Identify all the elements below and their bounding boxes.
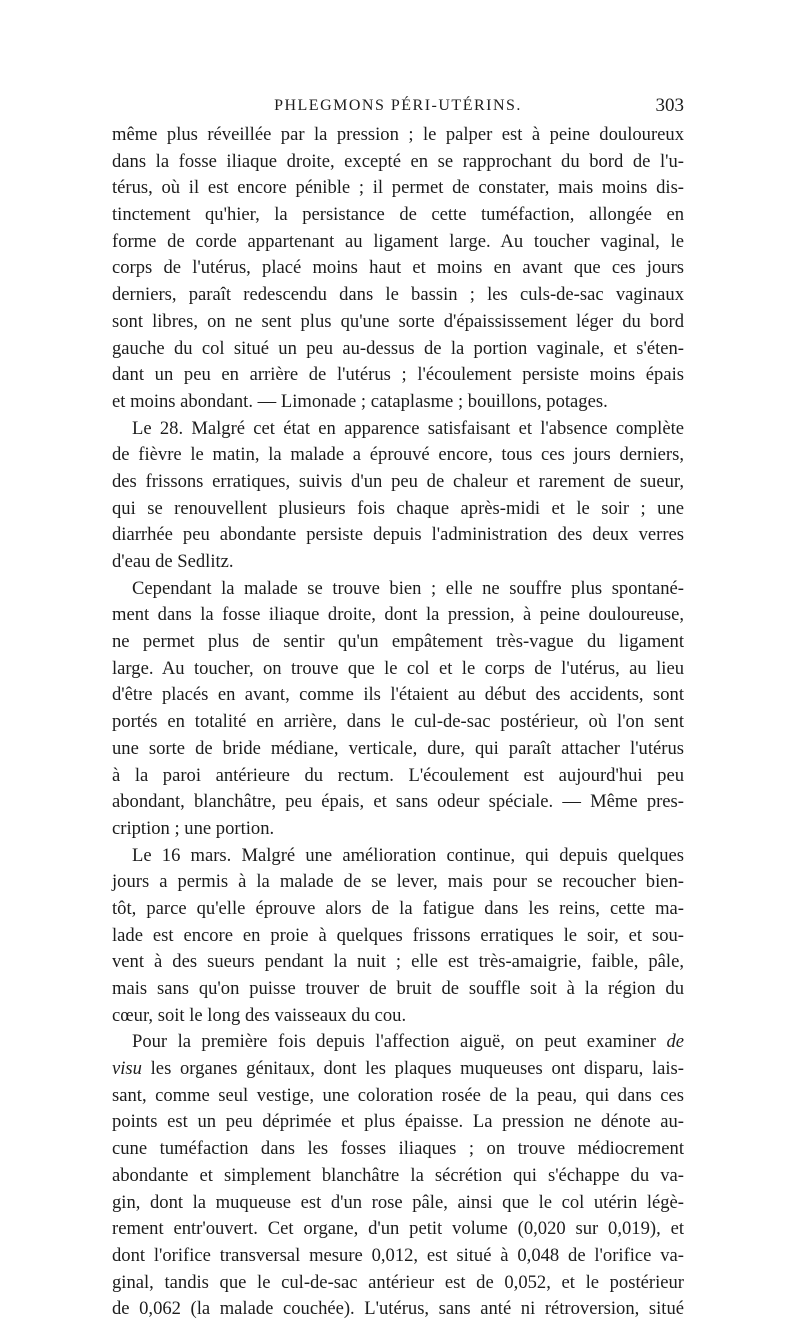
text-line	[112, 1270, 684, 1297]
text-line	[112, 576, 684, 603]
line-text: tôt, parce qu'elle éprouve alors de la fatigue dans les reins, cette ma-	[112, 897, 684, 919]
text-line	[112, 496, 684, 523]
line-text: mais sans qu'on puisse trouver de bruit de souffle soit à la région du	[112, 978, 684, 999]
text-line	[112, 122, 684, 149]
line-text: de 0,062 (la malade couchée). L'utérus, sans anté ni rétroversion, situé	[112, 1298, 684, 1320]
line-text: tinctement qu'hier, la persistance de cette tuméfaction, allongée en	[112, 204, 684, 226]
text-line	[112, 202, 684, 229]
line-text: Le 28. Malgré cet état en apparence satisfaisant et l'absence complète	[132, 417, 684, 439]
line-text: forme de corde appartenant au ligament large. Au toucher vaginal, le	[112, 230, 684, 252]
text-line	[112, 1243, 684, 1270]
line-text: cœur, soit le long des vaisseaux du cou.	[112, 1004, 407, 1026]
text-line	[112, 976, 684, 1003]
text-line	[112, 816, 684, 843]
text-line	[112, 789, 684, 816]
text-line	[112, 549, 684, 576]
text-line	[112, 1003, 684, 1030]
text-line	[112, 282, 684, 309]
line-text: ment dans la fosse iliaque droite, dont la pression, à peine douloureuse,	[112, 604, 684, 626]
text-line	[112, 1083, 684, 1110]
text-line	[112, 255, 684, 282]
italic-word: de	[666, 1031, 684, 1053]
running-head	[112, 93, 684, 119]
line-text: dans la fosse iliaque droite, excepté en se rapprochant du bord de l'u-	[112, 150, 684, 172]
line-text: d'eau de Sedlitz.	[112, 551, 234, 572]
line-text: cription ; une portion.	[112, 817, 275, 839]
line-text: cune tuméfaction dans les fosses iliaques ; on trouve médiocrement	[112, 1138, 684, 1160]
text-line	[112, 1136, 684, 1163]
text-line	[112, 1163, 684, 1190]
text-line	[112, 1029, 684, 1056]
line-text: abondant, blanchâtre, peu épais, et sans odeur spéciale. — Même pres-	[112, 791, 684, 813]
line-text: d'être placés en avant, comme ils l'étaient au début des accidents, sont	[112, 684, 684, 706]
line-text: de fièvre le matin, la malade a éprouvé encore, tous ces jours derniers,	[112, 444, 684, 466]
text-line	[112, 1109, 684, 1136]
line-text: jours a permis à la malade de se lever, mais pour se recoucher bien-	[112, 871, 684, 893]
body-text	[112, 122, 684, 1323]
italic-word: visu	[112, 1058, 142, 1080]
line-text: qui se renouvellent plusieurs fois chaque après-midi et le soir ; une	[112, 497, 684, 519]
text-line	[112, 229, 684, 256]
line-text: Cependant la malade se trouve bien ; elle ne souffre plus spontané-	[132, 577, 684, 599]
line-text: une sorte de bride médiane, verticale, dure, qui paraît attacher l'utérus	[112, 737, 684, 759]
line-text: même plus réveillée par la pression ; le palper est à peine douloureux	[112, 124, 684, 145]
text-line	[112, 149, 684, 176]
text-line	[112, 629, 684, 656]
running-title: PHLEGMONS PÉRI-UTÉRINS.	[274, 97, 522, 114]
line-text: rement entr'ouvert. Cet organe, d'un petit volume (0,020 sur 0,019), et	[112, 1218, 684, 1240]
line-text: les organes génitaux, dont les plaques muqueuses ont disparu, lais-	[141, 1058, 684, 1080]
text-line	[112, 896, 684, 923]
text-line	[112, 709, 684, 736]
line-text: abondante et simplement blanchâtre la sécrétion qui s'échappe du va-	[112, 1164, 684, 1186]
line-text: diarrhée peu abondante persiste depuis l'administration des deux verres	[112, 524, 684, 546]
line-text: sont libres, on ne sent plus qu'une sorte d'épaississement léger du bord	[112, 310, 684, 332]
text-line	[112, 416, 684, 443]
text-line	[112, 869, 684, 896]
text-line	[112, 923, 684, 950]
line-text: Le 16 mars. Malgré une amélioration continue, qui depuis quelques	[132, 844, 684, 866]
text-line	[112, 949, 684, 976]
page-number: 303	[655, 95, 684, 116]
line-text: à la paroi antérieure du rectum. L'écoulement est aujourd'hui peu	[112, 764, 684, 786]
line-text: et moins abondant. — Limonade ; cataplasme ; bouillons, potages.	[112, 390, 608, 412]
line-text: ginal, tandis que le cul-de-sac antérieur est de 0,052, et le postérieur	[112, 1271, 684, 1293]
line-text: lade est encore en proie à quelques frissons erratiques le soir, et sou-	[112, 924, 684, 946]
line-text: corps de l'utérus, placé moins haut et moins en avant que ces jours	[112, 257, 684, 279]
text-line	[112, 442, 684, 469]
text-line	[112, 469, 684, 496]
text-line	[112, 1056, 684, 1083]
line-text: dont l'orifice transversal mesure 0,012, est situé à 0,048 de l'orifice va-	[112, 1244, 684, 1266]
line-text: térus, où il est encore pénible ; il permet de constater, mais moins dis-	[112, 177, 684, 199]
text-line	[112, 1190, 684, 1217]
line-text: portés en totalité en arrière, dans le cul-de-sac postérieur, où l'on sent	[112, 711, 684, 733]
line-text: ne permet plus de sentir qu'un empâtement très-vague du ligament	[112, 631, 684, 653]
line-text: des frissons erratiques, suivis d'un peu de chaleur et rarement de sueur,	[112, 470, 684, 492]
text-line	[112, 362, 684, 389]
line-text: points est un peu déprimée et plus épaisse. La pression ne dénote au-	[112, 1111, 684, 1133]
text-line	[112, 1216, 684, 1243]
text-line	[112, 736, 684, 763]
text-line	[112, 763, 684, 790]
text-line	[112, 602, 684, 629]
text-line	[112, 682, 684, 709]
line-text: sant, comme seul vestige, une coloration rosée de la peau, qui dans ces	[112, 1084, 684, 1106]
line-text: large. Au toucher, on trouve que le col et le corps de l'utérus, au lieu	[112, 657, 684, 679]
text-line	[112, 522, 684, 549]
line-text: dant un peu en arrière de l'utérus ; l'écoulement persiste moins épais	[112, 364, 684, 386]
book-page	[112, 93, 684, 1323]
text-line	[112, 1296, 684, 1323]
text-line	[112, 656, 684, 683]
text-line	[112, 389, 684, 416]
line-text: gauche du col situé un peu au-dessus de la portion vaginale, et s'éten-	[112, 337, 684, 359]
line-text: derniers, paraît redescendu dans le bassin ; les culs-de-sac vaginaux	[112, 284, 684, 306]
text-line	[112, 309, 684, 336]
text-line	[112, 843, 684, 870]
line-text: gin, dont la muqueuse est d'un rose pâle, ainsi que le col utérin légè-	[112, 1191, 684, 1213]
text-line	[112, 175, 684, 202]
line-text: Pour la première fois depuis l'affection aiguë, on peut examiner	[132, 1031, 667, 1053]
line-text: vent à des sueurs pendant la nuit ; elle est très-amaigrie, faible, pâle,	[112, 951, 684, 973]
text-line	[112, 336, 684, 363]
